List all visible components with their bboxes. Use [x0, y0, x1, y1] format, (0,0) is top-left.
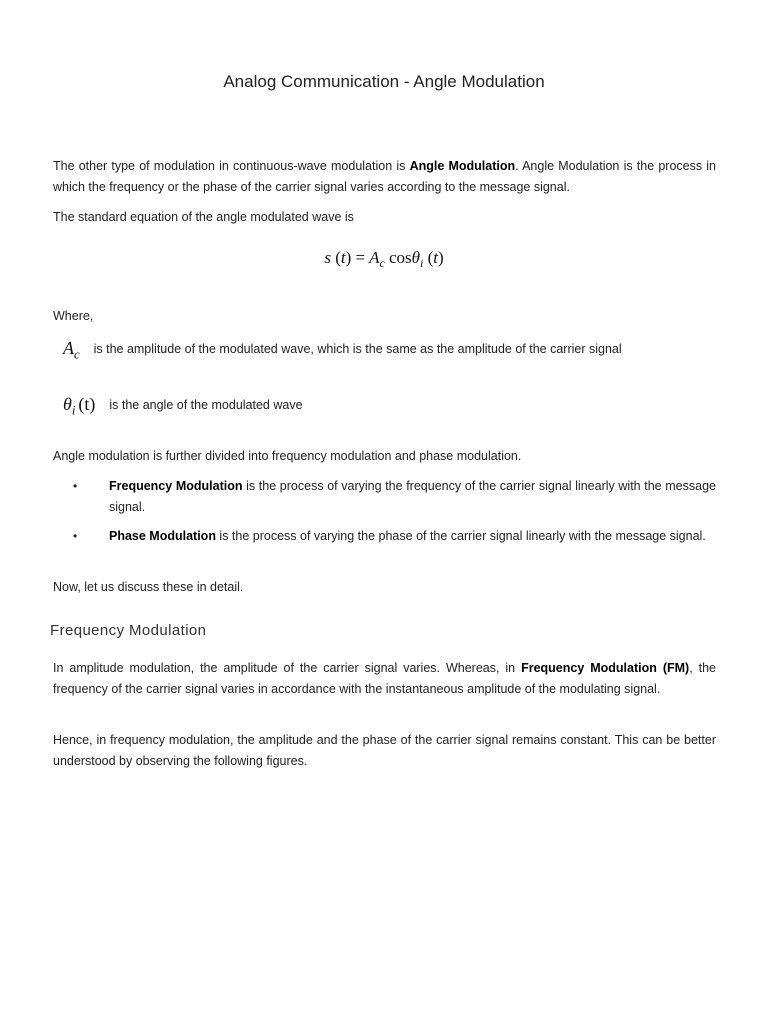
definition-angle	[53, 394, 303, 418]
eq-cos: cos	[389, 248, 412, 267]
eq-equals: =	[355, 248, 366, 267]
list-item-term: Frequency Modulation	[109, 479, 243, 493]
symbol-amplitude: $A_c$	[63, 338, 80, 362]
eq-s: s	[324, 248, 331, 267]
definition-amplitude	[53, 338, 622, 362]
fm-bold-term: Frequency Modulation (FM)	[521, 661, 690, 675]
list-item-term: Phase Modulation	[109, 529, 216, 543]
eq-c: c	[379, 256, 385, 271]
page-title: Analog Communication - Angle Modulation	[223, 72, 545, 91]
intro-text-before: The other type of modulation in continuous-wave modulation is	[53, 159, 410, 173]
intro-bold-term: Angle Modulation	[409, 159, 516, 173]
modulation-types-list	[53, 476, 716, 555]
symbol-angle: $\theta_i$ (t)	[63, 394, 96, 418]
list-item	[53, 526, 716, 547]
fm-paragraph-2: Hence, in frequency modulation, the amplitude and the phase of the carrier signal remains constant. This can be better understood by observing the following figures.	[53, 733, 716, 768]
where-label: Where,	[53, 309, 94, 323]
fm-text-after: , the frequency of the carrier signal varies in accordance with the instantaneous amplitude of the modulating signal.	[53, 661, 717, 696]
eq-A: A	[369, 248, 380, 267]
definition-amplitude-text: is the amplitude of the modulated wave, which is the same as the amplitude of the carrier signal	[93, 341, 622, 356]
equation-intro: The standard equation of the angle modulated wave is	[53, 210, 354, 224]
angle-modulated-wave-equation: s $(t) = A_c$ cosθ$_i$ (t)	[324, 248, 444, 271]
fm-text-before: In amplitude modulation, the amplitude of the carrier signal varies. Whereas, in	[53, 661, 522, 675]
intro-paragraph	[53, 156, 716, 198]
eq-t-2: t	[433, 248, 438, 267]
section-heading: Frequency Modulation	[50, 622, 207, 639]
list-item-text: is the process of varying the phase of the carrier signal linearly with the message signal.	[215, 529, 706, 543]
eq-i: i	[420, 256, 424, 271]
discuss-paragraph: Now, let us discuss these in detail.	[53, 580, 244, 594]
intro-text-after: . Angle Modulation is the process in which the frequency or the phase of the carrier signal varies according to the message signal.	[53, 159, 716, 194]
bullet-marker: •	[73, 529, 78, 543]
list-item	[53, 476, 716, 518]
bullet-marker: •	[73, 479, 78, 493]
divided-paragraph: Angle modulation is further divided into frequency modulation and phase modulation.	[53, 449, 522, 463]
eq-t: t	[340, 248, 346, 267]
fm-paragraph-1	[53, 658, 716, 700]
eq-theta: θ	[411, 248, 421, 267]
list-item-text: is the process of varying the frequency of the carrier signal linearly with the message signal.	[109, 479, 716, 514]
definition-angle-text: is the angle of the modulated wave	[109, 397, 303, 412]
